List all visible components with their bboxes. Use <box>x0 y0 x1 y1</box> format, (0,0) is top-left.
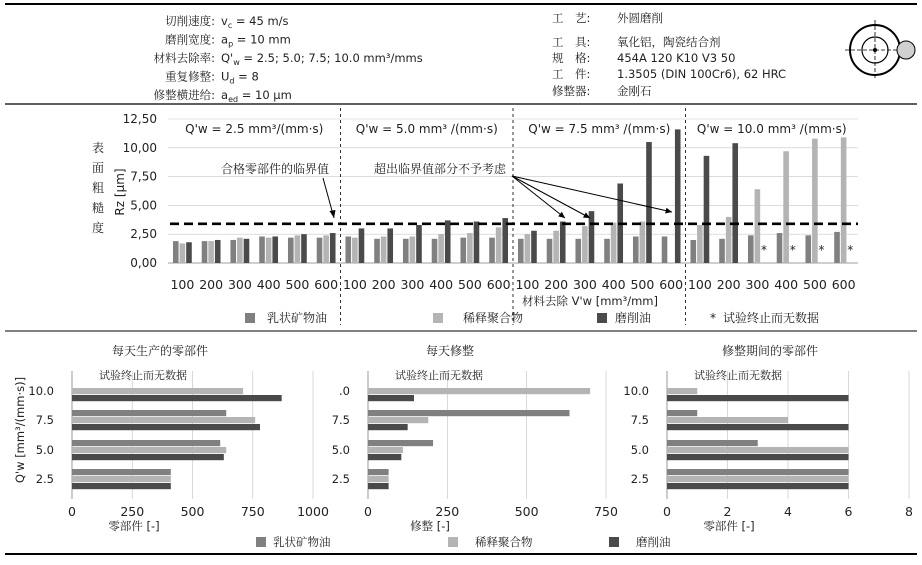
threshold-pointer-arrowhead <box>330 210 336 218</box>
roughness-bar <box>295 235 301 263</box>
hbar <box>368 469 389 475</box>
roughness-bar <box>387 228 393 263</box>
hbar <box>72 410 226 416</box>
roughness-bar <box>186 242 192 263</box>
no-data-star: * <box>847 243 854 257</box>
legend-swatch-polymer <box>433 313 443 323</box>
x-tick-label: 8 <box>905 504 913 519</box>
roughness-bar <box>783 151 789 263</box>
roughness-bar <box>582 226 588 263</box>
hbar <box>72 476 171 482</box>
x-tick-label: 600 <box>659 277 684 292</box>
x-tick-label: 500 <box>285 277 310 292</box>
x-tick-label: 750 <box>240 504 265 519</box>
param-value: $a_{ed} = 10$ µm <box>221 88 292 104</box>
y-tick-label: 10,00 <box>122 140 157 155</box>
group-header: Q'w = 7.5 mm³ /(mm·s) <box>528 122 671 136</box>
roughness-bar <box>345 237 351 263</box>
x-tick-label: 1000 <box>297 504 329 519</box>
no-data-star: * <box>789 243 796 257</box>
hbar <box>72 469 171 475</box>
legend-label-oil: 磨削油 <box>615 311 652 325</box>
x-tick-label: 500 <box>457 277 482 292</box>
category-label: 5.0 <box>630 443 649 457</box>
bottom-legend-swatch-oil <box>609 537 619 547</box>
hbar <box>667 440 758 446</box>
hbar <box>72 424 260 430</box>
spec-label: 工 艺: <box>552 11 591 25</box>
hbar <box>368 410 570 416</box>
hbar <box>667 417 788 423</box>
x-tick-label: 500 <box>514 504 539 519</box>
roughness-bar <box>732 143 738 263</box>
excluded-annotation: 超出临界值部分不予考虑 <box>373 162 507 176</box>
roughness-bar <box>288 238 294 263</box>
roughness-bar <box>230 240 236 263</box>
x-tick-label: 400 <box>601 277 626 292</box>
x-tick-label: 200 <box>199 277 224 292</box>
panel-y-axis-label: Q'w [mm³/(mm·s)] <box>13 376 27 484</box>
spec-label: 修整器: <box>552 84 591 98</box>
y-tick-label: 12,50 <box>122 112 157 126</box>
roughness-bar <box>812 139 818 263</box>
x-axis-label: 零部件 [-] <box>703 519 755 533</box>
roughness-bar <box>805 235 811 263</box>
y-axis-label-char: 粗 <box>91 181 105 195</box>
y-tick-label: 7,50 <box>130 169 157 184</box>
roughness-bar <box>173 241 179 263</box>
x-tick-label: 250 <box>120 504 145 519</box>
param-value: $Q'_w = 2.5$; 5.0; 7.5; 10.0 mm³/mms <box>221 51 423 67</box>
no-data-note: 试验终止而无数据 <box>395 369 483 382</box>
roughness-bar <box>690 240 696 263</box>
roughness-bar <box>330 233 336 263</box>
roughness-bar <box>467 233 473 263</box>
x-tick-label: 600 <box>314 277 339 292</box>
hbar <box>667 424 849 430</box>
x-tick-label: 500 <box>630 277 655 292</box>
hbar <box>72 483 171 489</box>
x-tick-label: 100 <box>687 277 712 292</box>
roughness-bar <box>215 240 221 263</box>
roughness-bar <box>237 238 243 263</box>
x-tick-label: 200 <box>544 277 569 292</box>
y-axis-label-char: 表 <box>91 141 105 155</box>
hbar <box>667 476 849 482</box>
roughness-bar <box>777 233 783 263</box>
roughness-bar <box>675 129 681 263</box>
category-label: 2.5 <box>630 472 649 486</box>
roughness-bar <box>244 239 250 263</box>
roughness-bar <box>352 238 358 263</box>
roughness-bar <box>719 239 725 263</box>
hbar <box>368 440 433 446</box>
no-data-note: 试验终止而无数据 <box>99 369 187 382</box>
grinding-wheel-icon <box>897 41 915 59</box>
spec-label: 工 件: <box>552 67 591 81</box>
hbar <box>667 454 849 460</box>
y-axis-label-char: 糙 <box>91 201 105 215</box>
category-label: 10.0 <box>623 384 649 398</box>
roughness-bar <box>272 237 278 263</box>
roughness-bar <box>496 227 502 263</box>
x-tick-label: 4 <box>784 504 792 519</box>
group-header: Q'w = 5.0 mm³ /(mm·s) <box>355 122 498 136</box>
roughness-bar <box>575 239 581 263</box>
hbar <box>72 440 220 446</box>
legend-star-icon: * <box>710 311 716 325</box>
hbar <box>72 417 255 423</box>
hbar <box>368 447 403 453</box>
x-tick-label: 400 <box>256 277 281 292</box>
x-axis-label: 材料去除 V'w [mm³/mm] <box>521 294 659 308</box>
param-label: 磨削宽度: <box>165 32 215 47</box>
category-label: 7.5 <box>35 413 54 427</box>
x-tick-label: 400 <box>429 277 454 292</box>
x-tick-label: 100 <box>342 277 367 292</box>
roughness-bar <box>646 142 652 263</box>
x-tick-label: 300 <box>227 277 252 292</box>
x-tick-label: 400 <box>774 277 799 292</box>
roughness-bar <box>489 238 495 263</box>
x-tick-label: 6 <box>844 504 853 519</box>
x-tick-label: 500 <box>802 277 827 292</box>
hbar <box>667 388 697 394</box>
hbar <box>667 469 849 475</box>
hbar <box>368 388 590 394</box>
legend-swatch-mineral <box>245 313 255 323</box>
roughness-bar <box>259 237 265 263</box>
hbar <box>667 395 849 401</box>
spec-value: 氧化铝，陶瓷结合剂 <box>617 35 721 49</box>
roughness-bar <box>611 223 617 263</box>
y-tick-label: 0,00 <box>130 256 157 270</box>
category-label: 7.5 <box>331 413 350 427</box>
roughness-bar <box>704 156 710 263</box>
y-axis-unit-label: Rz [µm] <box>113 168 127 216</box>
roughness-bar <box>208 241 214 263</box>
x-tick-label: 200 <box>716 277 741 292</box>
roughness-bar <box>834 232 840 263</box>
spec-value: 金刚石 <box>617 84 652 98</box>
category-label: 7.5 <box>630 413 649 427</box>
x-tick-label: 2 <box>723 504 732 519</box>
hbar <box>72 388 243 394</box>
x-tick-label: 300 <box>572 277 597 292</box>
x-tick-label: 500 <box>180 504 205 519</box>
hbar <box>72 395 282 401</box>
roughness-bar <box>841 137 847 263</box>
x-tick-label: 300 <box>400 277 425 292</box>
roughness-bar <box>410 237 416 263</box>
roughness-bar <box>531 231 537 263</box>
roughness-bar <box>518 239 524 263</box>
param-value: $U_d = 8$ <box>221 69 259 86</box>
category-label: .0 <box>339 384 350 398</box>
category-label: 10.0 <box>28 384 54 398</box>
roughness-bar <box>640 222 646 263</box>
roughness-bar <box>560 222 566 263</box>
roughness-bar <box>445 220 451 263</box>
excluded-pointer-arrowhead <box>558 212 565 218</box>
roughness-bar <box>553 231 559 263</box>
spec-value: 外圆磨削 <box>617 11 663 25</box>
bottom-legend-label-mineral: 乳状矿物油 <box>273 535 331 549</box>
category-label: 5.0 <box>35 443 54 457</box>
y-tick-label: 2,50 <box>130 227 157 242</box>
x-tick-label: 250 <box>435 504 460 519</box>
roughness-bar <box>180 243 186 263</box>
threshold-label: 合格零部件的临界值 <box>220 162 330 176</box>
x-tick-label: 0 <box>68 504 76 519</box>
roughness-bar <box>525 234 531 263</box>
roughness-bar <box>438 234 444 263</box>
excluded-pointer-arrowhead <box>665 208 672 214</box>
bottom-legend-swatch-mineral <box>256 537 266 547</box>
roughness-bar <box>317 238 323 263</box>
hbar <box>667 483 849 489</box>
x-axis-label: 零部件 [-] <box>108 519 160 533</box>
y-axis-label-char: 度 <box>91 221 105 235</box>
param-value: $a_p = 10$ mm <box>221 32 291 49</box>
center-dot <box>873 48 877 52</box>
roughness-bar <box>633 237 639 263</box>
bottom-legend-label-oil: 磨削油 <box>636 535 671 549</box>
roughness-bar <box>381 237 387 263</box>
legend-star-note: 试验终止而无数据 <box>723 311 820 325</box>
spec-label: 规 格: <box>552 51 591 65</box>
x-tick-label: 600 <box>486 277 511 292</box>
x-tick-label: 0 <box>663 504 671 519</box>
legend-label-polymer: 稀释聚合物 <box>463 311 524 325</box>
legend-swatch-oil <box>597 313 607 323</box>
excluded-pointer <box>512 176 590 218</box>
spec-value: 454A 120 K10 V3 50 <box>617 51 736 65</box>
hbar <box>667 447 849 453</box>
panel-title: 每天修整 <box>425 344 475 358</box>
x-axis-label: 修整 [-] <box>410 519 450 533</box>
roughness-bar <box>432 239 438 263</box>
hbar <box>667 410 697 416</box>
roughness-bar <box>604 239 610 263</box>
category-label: 2.5 <box>331 472 350 486</box>
hbar <box>368 424 408 430</box>
category-label: 2.5 <box>35 472 54 486</box>
roughness-bar <box>589 211 595 263</box>
bottom-legend-label-polymer: 稀释聚合物 <box>475 535 533 549</box>
hbar <box>72 454 224 460</box>
spec-value: 1.3505 (DIN 100Cr6), 62 HRC <box>617 67 787 81</box>
param-label: 修整横进给: <box>153 88 215 102</box>
param-value: $v_c = 45$ m/s <box>221 14 289 30</box>
no-data-note: 试验终止而无数据 <box>694 369 782 382</box>
hbar <box>368 483 389 489</box>
x-tick-label: 750 <box>594 504 618 519</box>
grinding-schematic-icon <box>845 20 915 80</box>
y-tick-label: 5,00 <box>130 198 157 213</box>
hbar <box>368 395 414 401</box>
spec-label: 工 具: <box>552 35 591 49</box>
bottom-legend-swatch-polymer <box>448 537 458 547</box>
roughness-bar <box>323 235 329 263</box>
category-label: 5.0 <box>331 443 350 457</box>
x-tick-label: 0 <box>364 504 372 519</box>
hbar <box>368 417 428 423</box>
panel-title: 修整期间的零部件 <box>721 344 819 358</box>
no-data-star: * <box>760 243 767 257</box>
roughness-bar <box>202 241 208 263</box>
legend-label-mineral: 乳状矿物油 <box>267 311 328 325</box>
hbar <box>368 454 401 460</box>
roughness-bar <box>474 222 480 263</box>
group-header: Q'w = 2.5 mm³/(mm·s) <box>185 122 324 136</box>
roughness-bar <box>755 189 761 263</box>
group-header: Q'w = 10.0 mm³ /(mm·s) <box>696 122 847 136</box>
roughness-bar <box>374 239 380 263</box>
hbar <box>368 476 389 482</box>
roughness-bar <box>748 235 754 263</box>
roughness-bar <box>359 228 365 263</box>
roughness-bar <box>266 238 272 263</box>
roughness-bar <box>301 234 307 263</box>
roughness-bar <box>662 237 668 263</box>
param-label: 重复修整: <box>165 69 215 84</box>
param-label: 切削速度: <box>165 14 215 28</box>
roughness-bar <box>547 239 553 263</box>
x-tick-label: 100 <box>170 277 195 292</box>
x-tick-label: 200 <box>371 277 396 292</box>
hbar <box>72 447 226 453</box>
roughness-bar <box>460 238 466 263</box>
x-tick-label: 300 <box>745 277 770 292</box>
x-tick-label: 100 <box>515 277 540 292</box>
no-data-star: * <box>818 243 825 257</box>
param-label: 材料去除率: <box>153 51 215 65</box>
roughness-bar <box>403 239 409 263</box>
panel-title: 每天生产的零部件 <box>111 344 209 358</box>
roughness-bar <box>416 225 422 263</box>
x-tick-label: 600 <box>831 277 856 292</box>
roughness-bar <box>697 225 703 263</box>
y-axis-label-char: 面 <box>91 161 105 175</box>
